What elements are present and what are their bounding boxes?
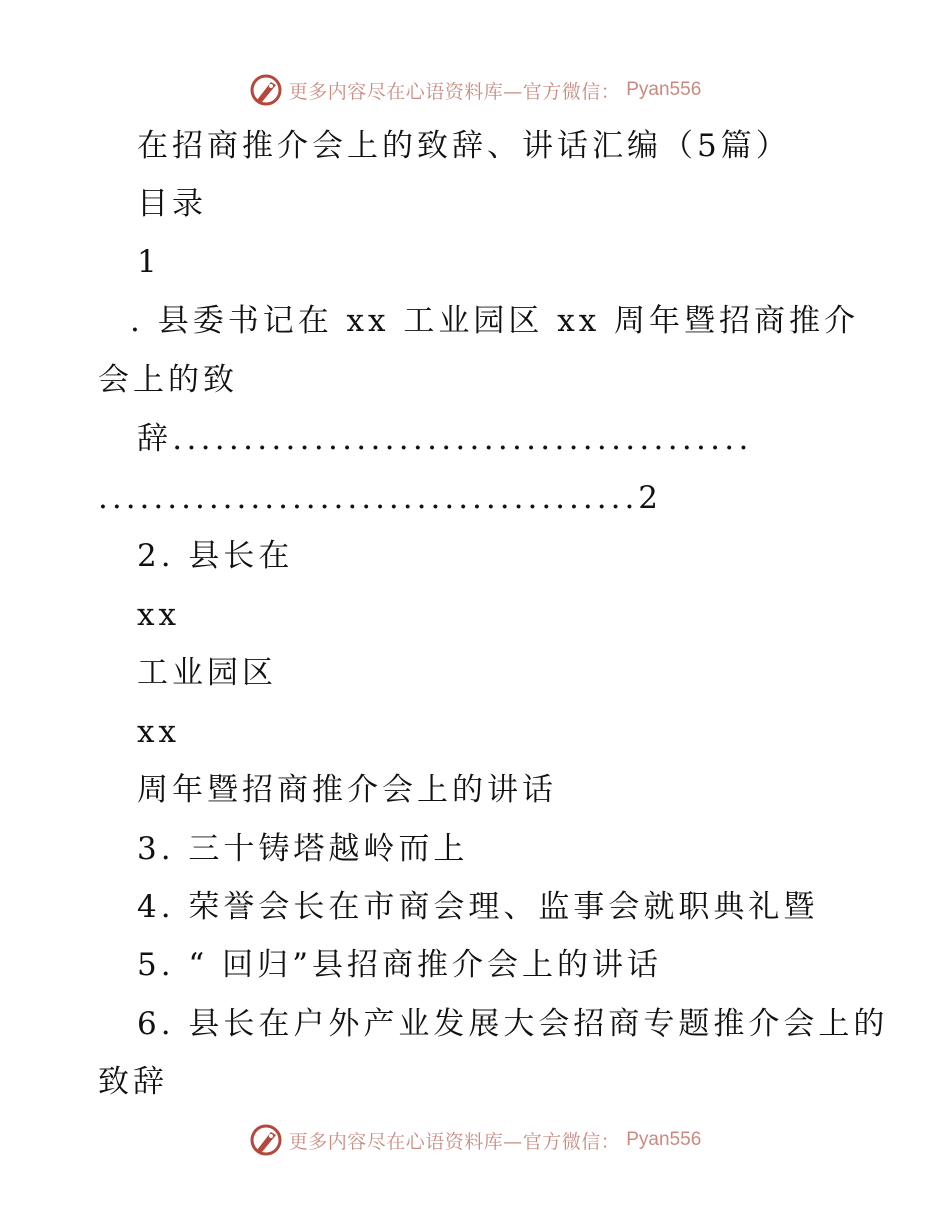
watermark-text: 更多内容尽在心语资料库—官方微信： [288,80,621,103]
toc-line: 会上的致 [98,362,238,398]
toc-line: 5. “ 回归”县招商推介会上的讲话 [137,947,662,983]
watermark-wechat-id: Pyan556 [626,79,702,100]
pen-nib-logo-icon [249,73,283,107]
toc-line: 周年暨招商推介会上的讲话 [137,772,557,808]
toc-line: xx [137,714,180,750]
toc-line: 4. 荣誉会长在市商会理、监事会就职典礼暨 [137,889,819,925]
document-title: 在招商推介会上的致辞、讲话汇编（5篇） [137,128,791,164]
toc-line: 工业园区 [137,655,277,691]
toc-line: 3. 三十铸塔越岭而上 [137,831,469,867]
toc-leader-line: .......................................2 [98,480,663,516]
toc-leader-line: 辞......................................... [137,421,753,457]
header-watermark-banner [0,70,950,110]
pen-nib-logo-icon [249,1123,283,1157]
toc-line: 致辞 [98,1064,168,1100]
footer-watermark-banner [0,1120,950,1160]
toc-line: . 县委书记在 xx 工业园区 xx 周年暨招商推介 [130,303,860,339]
toc-line: 1 [137,244,161,280]
toc-line: 2. 县长在 [137,538,294,574]
toc-line: 6. 县长在户外产业发展大会招商专题推介会上的 [137,1006,889,1042]
watermark-text: 更多内容尽在心语资料库—官方微信： [288,1130,621,1153]
toc-heading: 目录 [137,186,207,222]
watermark-wechat-id: Pyan556 [626,1129,702,1150]
toc-line: xx [137,597,180,633]
